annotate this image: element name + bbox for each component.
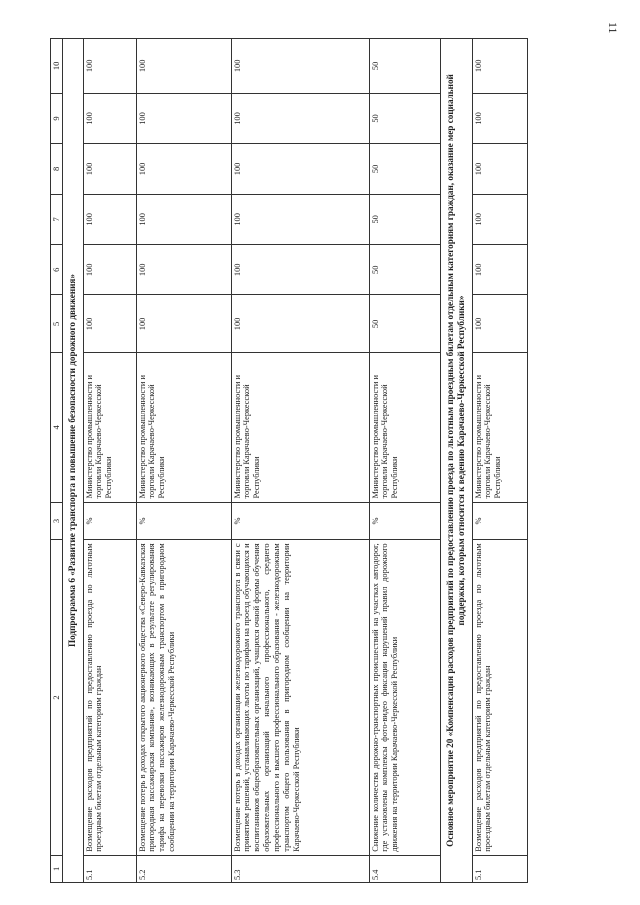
row-value: 100	[231, 144, 369, 194]
table-row	[83, 39, 136, 883]
row-value: 100	[83, 93, 136, 143]
row-description: Снижение количества дорожно-транспортных происшествий на участках автодорог, где установлены комплексы фото-видео фиксации нарушений правил дорожного движения на территории Карачаево-Черкесской Республики	[369, 540, 440, 855]
row-executor: Министерство промышленности и торговли Карачаево-Черкесской Республики	[231, 353, 369, 502]
row-value: 100	[472, 93, 527, 143]
row-value: 100	[472, 194, 527, 244]
row-executor: Министерство промышленности и торговли Карачаево-Черкесской Республики	[472, 353, 527, 502]
row-value: 100	[136, 39, 231, 94]
row-value: 50	[369, 39, 440, 94]
row-value: 100	[136, 295, 231, 353]
row-value: 100	[231, 245, 369, 295]
row-value: 50	[369, 295, 440, 353]
col-header: 1	[51, 855, 63, 882]
row-value: 100	[231, 93, 369, 143]
row-unit: %	[136, 502, 231, 540]
row-value: 100	[231, 194, 369, 244]
row-value: 100	[231, 295, 369, 353]
row-executor: Министерство промышленности и торговли Карачаево-Черкесской Республики	[369, 353, 440, 502]
row-value: 100	[472, 144, 527, 194]
row-value: 100	[136, 93, 231, 143]
col-header: 10	[51, 39, 63, 94]
row-value: 50	[369, 194, 440, 244]
row-value: 100	[472, 39, 527, 94]
row-value: 100	[231, 39, 369, 94]
row-number: 5.3	[231, 855, 369, 882]
indicators-table	[50, 38, 528, 883]
row-unit: %	[231, 502, 369, 540]
row-value: 100	[83, 39, 136, 94]
col-header: 4	[51, 353, 63, 502]
section-heading-row	[63, 39, 84, 883]
col-header: 2	[51, 540, 63, 855]
table-row	[231, 39, 369, 883]
row-description: Возмещение расходов предприятий по предоставлению проезда по льготным проездным билетам отдельным категориям граждан	[83, 540, 136, 855]
section-title: Основное мероприятие 20 «Компенсация расходов предприятий по предоставлению проезда по льготным проездным билетам отдельным категориям граждан, оказание мер социальной поддержки, которым относится к ведению Карачаево-Черкесской Республики»	[440, 39, 472, 883]
row-number: 5.2	[136, 855, 231, 882]
row-value: 50	[369, 245, 440, 295]
row-value: 100	[136, 194, 231, 244]
row-value: 100	[83, 144, 136, 194]
col-header: 5	[51, 295, 63, 353]
col-header: 3	[51, 502, 63, 540]
row-unit: %	[369, 502, 440, 540]
row-value: 50	[369, 144, 440, 194]
row-value: 100	[83, 245, 136, 295]
row-description: Возмещение потерь в доходах организации железнодорожного транспорта в связи с принятием решений, устанавливающих льготы по тарифам на проезд обучающихся и воспитанников общеобразовательных организаций, учащихся очной формы обучения образовательных организаций начального профессионального, среднего профессионального и высшего профессионального образования - железнодорожным транспортом общего пользования в пригородном сообщении на территории Карачаево-Черкесской Республики	[231, 540, 369, 855]
row-value: 100	[83, 295, 136, 353]
row-number: 5.1	[83, 855, 136, 882]
row-value: 100	[83, 194, 136, 244]
col-header: 8	[51, 144, 63, 194]
table-row	[136, 39, 231, 883]
row-value: 100	[472, 245, 527, 295]
row-number: 5.1	[472, 855, 527, 882]
col-header: 9	[51, 93, 63, 143]
row-description: Возмещение расходов предприятий по предоставлению проезда по льготным проездным билетам отдельным категориям граждан	[472, 540, 527, 855]
section-title: Подпрограмма 6 «Развитие транспорта и повышение безопасности дорожного движения»	[63, 39, 84, 883]
page-number: 11	[606, 22, 620, 34]
column-number-row	[51, 39, 63, 883]
row-executor: Министерство промышленности и торговли Карачаево-Черкесской Республики	[83, 353, 136, 502]
row-executor: Министерство промышленности и торговли Карачаево-Черкесской Республики	[136, 353, 231, 502]
rotated-table-sheet	[50, 38, 630, 883]
table-row	[369, 39, 440, 883]
row-unit: %	[472, 502, 527, 540]
row-number: 5.4	[369, 855, 440, 882]
row-value: 100	[136, 245, 231, 295]
col-header: 6	[51, 245, 63, 295]
row-value: 50	[369, 93, 440, 143]
table-row	[472, 39, 527, 883]
row-description: Возмещение потерь в доходах открытого акционерного общества «Северо-Кавказская пригородная пассажирская компания», возникающих в результате регулирования тарифа на перевозки пассажиров железнодорожным транспортом в пригородном сообщении на территории Карачаево-Черкесской Республики	[136, 540, 231, 855]
section-heading-row	[440, 39, 472, 883]
row-unit: %	[83, 502, 136, 540]
row-value: 100	[472, 295, 527, 353]
row-value: 100	[136, 144, 231, 194]
col-header: 7	[51, 194, 63, 244]
